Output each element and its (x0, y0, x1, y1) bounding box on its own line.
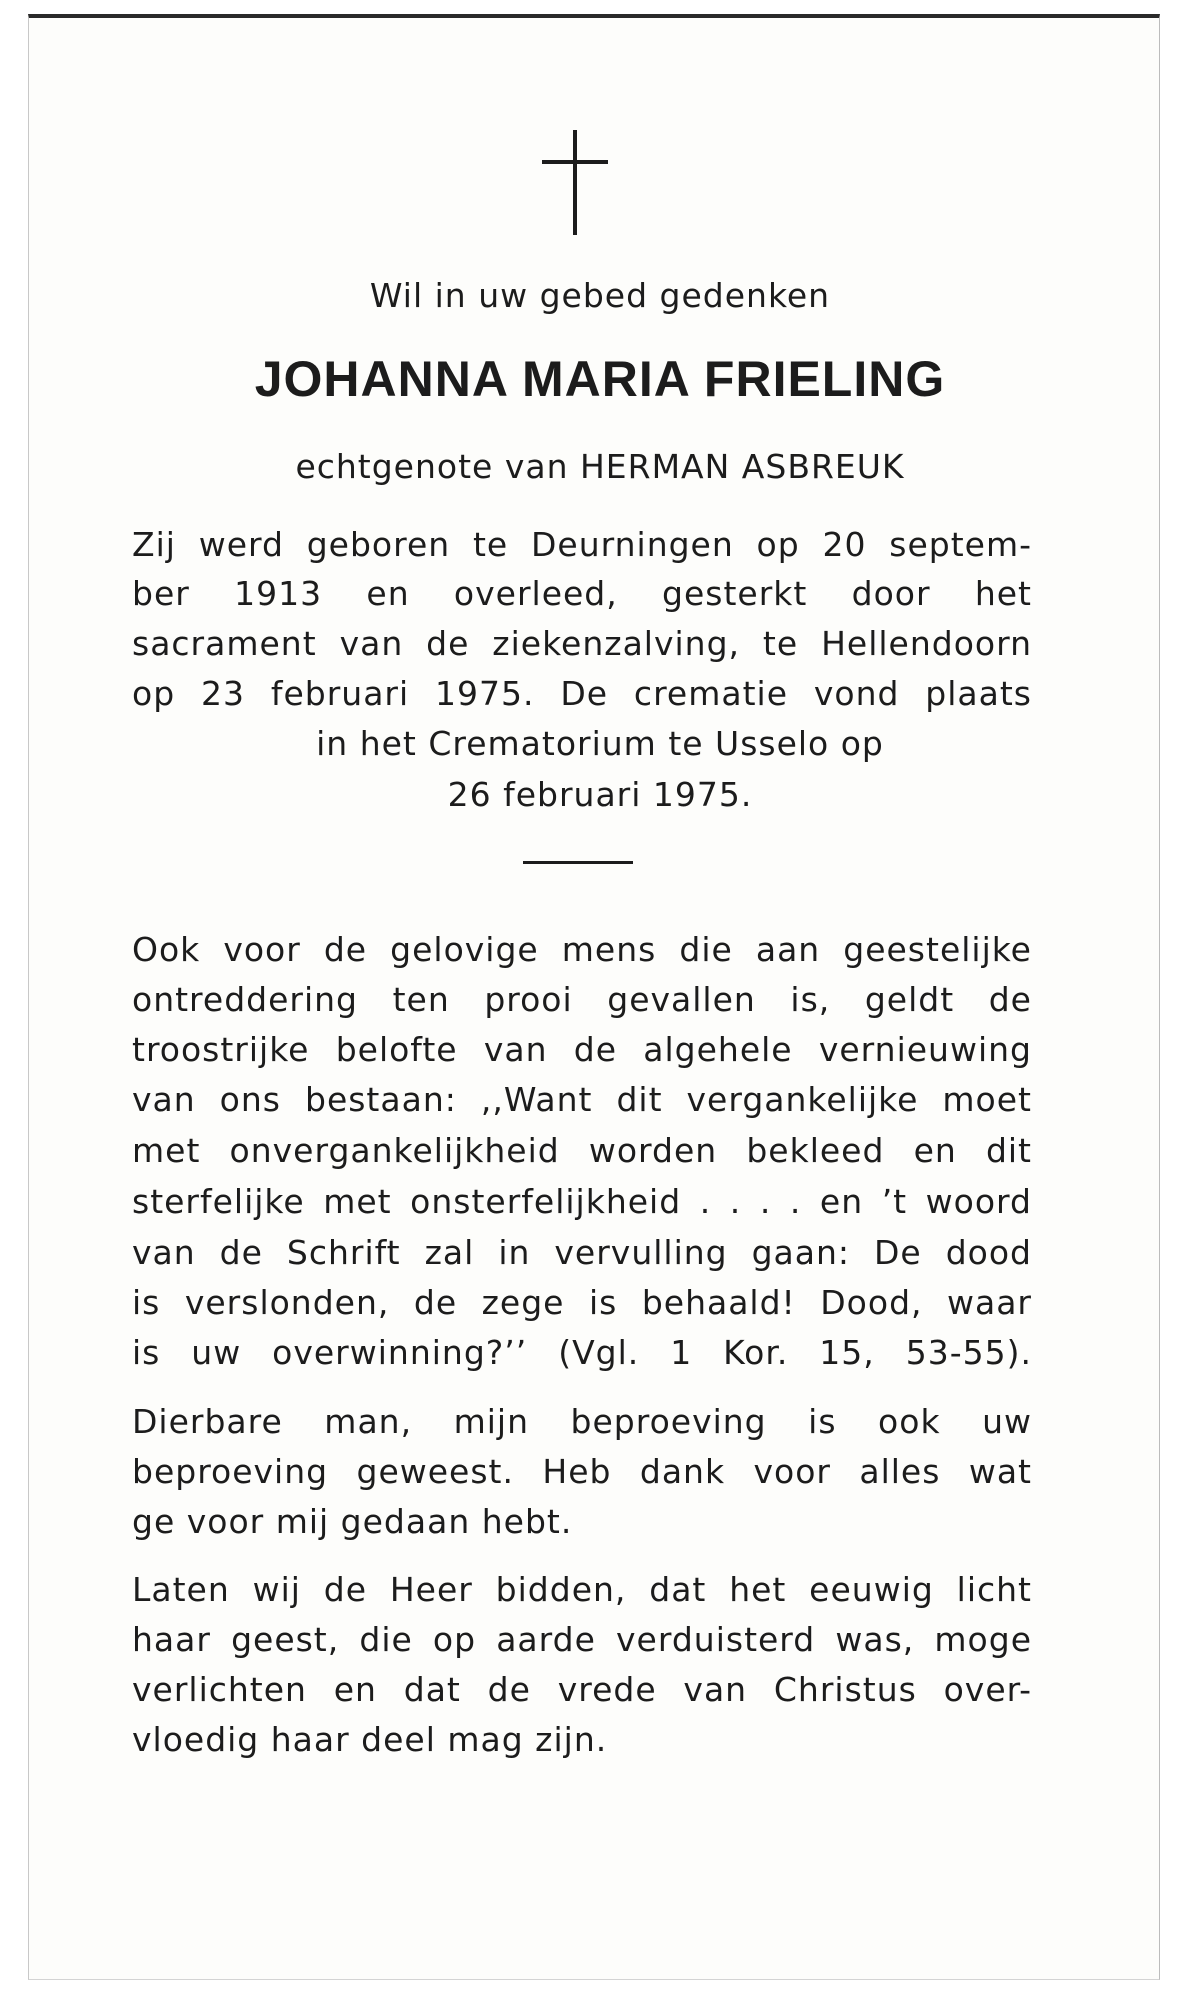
prayer-line-2: haar geest, die op aarde verduisterd was, moge (132, 1620, 1032, 1659)
farewell-line-1: Dierbare man, mijn beproeving is ook uw (132, 1402, 1032, 1441)
prayer-line-3: verlichten en dat de vrede van Christus over- (132, 1670, 1032, 1709)
scripture-line-1: Ook voor de gelovige mens die aan geestelijke (132, 930, 1032, 969)
scripture-line-9: is uw overwinning?’’ (Vgl. 1 Kor. 15, 53-55). (132, 1333, 1032, 1372)
scripture-line-6: sterfelijke met onsterfelijkheid . . . . en ’t woord (132, 1182, 1032, 1221)
scripture-line-7: van de Schrift zal in vervulling gaan: De dood (132, 1233, 1032, 1272)
deceased-name: JOHANNA MARIA FRIELING (254, 351, 946, 407)
scripture-line-3: troostrijke belofte van de algehele vernieuwing (132, 1030, 1032, 1069)
farewell-line-2: beproeving geweest. Heb dank voor alles wat (132, 1452, 1032, 1491)
bio-line-3: sacrament van de ziekenzalving, te Hellendoorn (132, 624, 1032, 663)
bio-line-2: ber 1913 en overleed, gesterkt door het (132, 574, 1032, 613)
scripture-line-5: met onvergankelijkheid worden bekleed en dit (132, 1131, 1032, 1170)
farewell-line-3: ge voor mij gedaan hebt. (132, 1502, 573, 1541)
bio-line-5: in het Crematorium te Usselo op (316, 724, 884, 763)
prayer-line-1: Laten wij de Heer bidden, dat het eeuwig licht (132, 1570, 1032, 1609)
bio-line-1: Zij werd geboren te Deurningen op 20 septem- (132, 525, 1032, 564)
invocation: Wil in uw gebed gedenken (369, 276, 831, 315)
spouse-line: echtgenote van HERMAN ASBREUK (295, 447, 905, 486)
bio-line-6: 26 februari 1975. (447, 775, 753, 814)
scripture-line-8: is verslonden, de zege is behaald! Dood, waar (132, 1283, 1032, 1322)
scripture-line-4: van ons bestaan: ,,Want dit vergankelijke moet (132, 1080, 1032, 1119)
prayer-line-4: vloedig haar deel mag zijn. (132, 1720, 608, 1759)
bio-line-4: op 23 februari 1975. De crematie vond plaats (132, 674, 1032, 713)
scripture-line-2: ontreddering ten prooi gevallen is, geldt de (132, 980, 1032, 1019)
divider (523, 861, 633, 864)
